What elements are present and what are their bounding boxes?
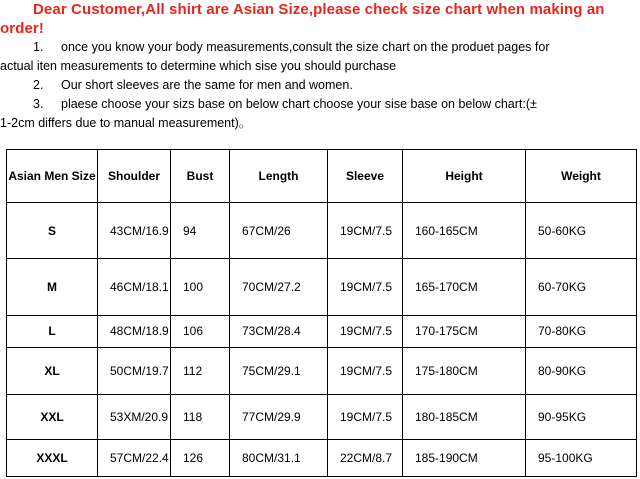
instruction-1-number: 1. (33, 40, 44, 54)
size-cell: XXL (7, 394, 98, 439)
header-sleeve: Sleeve (328, 150, 403, 203)
header-bust: Bust (171, 150, 230, 203)
bust-cell: 126 (171, 439, 230, 476)
header-length: Length (230, 150, 328, 203)
shoulder-cell: 53XM/20.9 (98, 394, 171, 439)
weight-cell: 60-70KG (526, 259, 637, 316)
length-cell: 75CM/29.1 (230, 347, 328, 394)
size-notice (0, 0, 633, 133)
size-cell: S (7, 203, 98, 259)
instruction-1-line-2: actual iten measurements to determine which sise you should purchase (0, 59, 397, 73)
table-row (7, 203, 637, 259)
length-cell: 67CM/26 (230, 203, 328, 259)
bust-cell: 106 (171, 316, 230, 347)
sleeve-cell: 19CM/7.5 (328, 203, 403, 259)
instruction-2-number: 2. (33, 78, 44, 92)
headline-line-2: order! (0, 20, 44, 37)
sleeve-cell: 19CM/7.5 (328, 394, 403, 439)
length-cell: 80CM/31.1 (230, 439, 328, 476)
bust-cell: 112 (171, 347, 230, 394)
instruction-2-text: Our short sleeves are the same for men and women. (61, 78, 353, 92)
sleeve-cell: 19CM/7.5 (328, 347, 403, 394)
shoulder-cell: 48CM/18.9 (98, 316, 171, 347)
bust-cell: 118 (171, 394, 230, 439)
instruction-1 (33, 38, 633, 57)
height-cell: 170-175CM (403, 316, 526, 347)
instruction-2 (33, 76, 633, 95)
shoulder-cell: 57CM/22.4 (98, 439, 171, 476)
header-weight: Weight (526, 150, 637, 203)
weight-cell: 90-95KG (526, 394, 637, 439)
instruction-3-line-1: plaese choose your sizs base on below chart choose your sise base on below chart:(± (61, 97, 537, 111)
table-row (7, 316, 637, 347)
bust-cell: 94 (171, 203, 230, 259)
table-row (7, 259, 637, 316)
header-shoulder: Shoulder (98, 150, 171, 203)
size-chart-header-row (7, 150, 637, 203)
size-cell: L (7, 316, 98, 347)
instruction-3 (33, 95, 633, 114)
height-cell: 160-165CM (403, 203, 526, 259)
length-cell: 73CM/28.4 (230, 316, 328, 347)
length-cell: 70CM/27.2 (230, 259, 328, 316)
shoulder-cell: 46CM/18.1 (98, 259, 171, 316)
instruction-3-number: 3. (33, 97, 44, 111)
height-cell: 175-180CM (403, 347, 526, 394)
bust-cell: 100 (171, 259, 230, 316)
height-cell: 165-170CM (403, 259, 526, 316)
size-cell: XXXL (7, 439, 98, 476)
header-height: Height (403, 150, 526, 203)
instruction-1-line-1: once you know your body measurements,consult the size chart on the produet pages for (61, 40, 550, 54)
header-size: Asian Men Size (7, 150, 98, 203)
table-row (7, 394, 637, 439)
headline-line-1: Dear Customer,All shirt are Asian Size,please check size chart when making an (33, 1, 605, 18)
weight-cell: 95-100KG (526, 439, 637, 476)
height-cell: 185-190CM (403, 439, 526, 476)
sleeve-cell: 19CM/7.5 (328, 259, 403, 316)
weight-cell: 80-90KG (526, 347, 637, 394)
weight-cell: 70-80KG (526, 316, 637, 347)
height-cell: 180-185CM (403, 394, 526, 439)
length-cell: 77CM/29.9 (230, 394, 328, 439)
size-cell: M (7, 259, 98, 316)
size-cell: XL (7, 347, 98, 394)
size-chart-table (6, 149, 637, 477)
weight-cell: 50-60KG (526, 203, 637, 259)
instruction-3-line-2: 1-2cm differs due to manual measurement)。 (0, 116, 252, 130)
table-row (7, 439, 637, 476)
table-row (7, 347, 637, 394)
sleeve-cell: 19CM/7.5 (328, 316, 403, 347)
shoulder-cell: 50CM/19.7 (98, 347, 171, 394)
shoulder-cell: 43CM/16.9 (98, 203, 171, 259)
sleeve-cell: 22CM/8.7 (328, 439, 403, 476)
